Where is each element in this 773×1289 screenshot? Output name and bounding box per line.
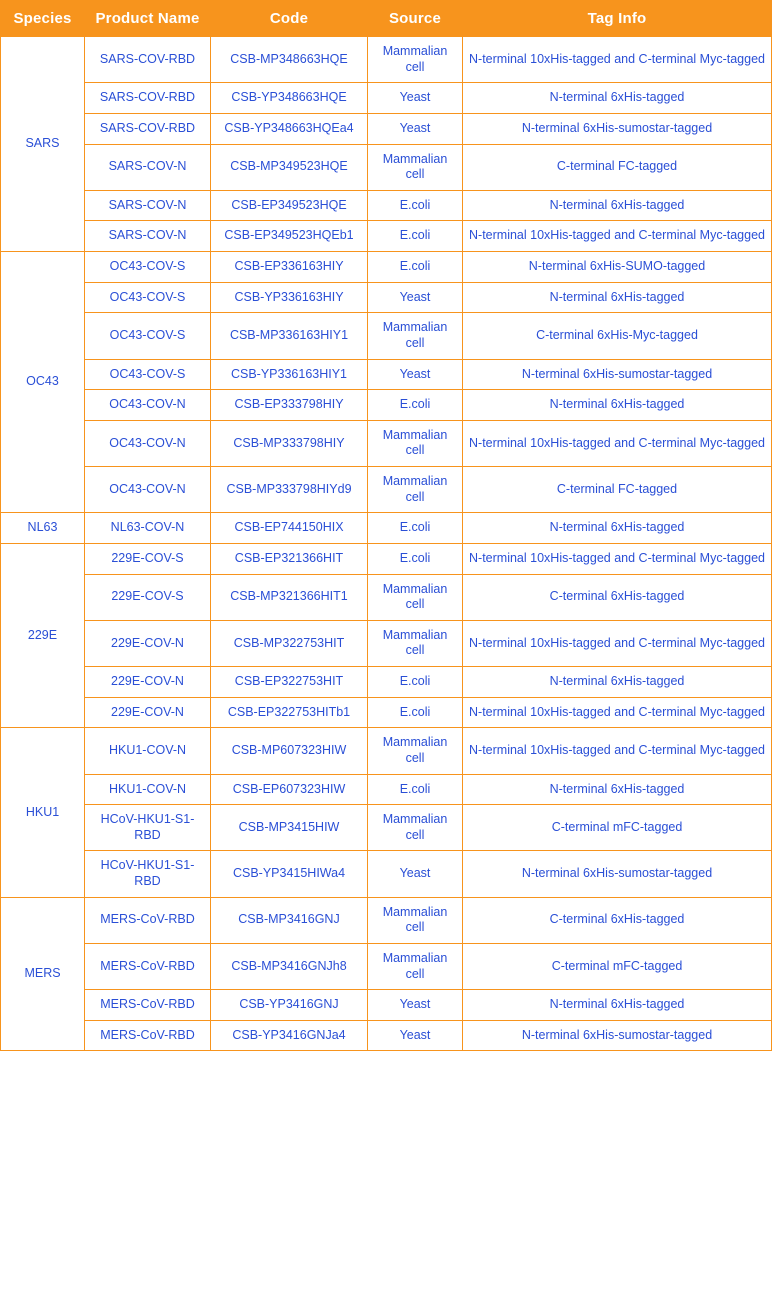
table-row: [1, 144, 772, 190]
code-cell: CSB-EP336163HIY: [211, 252, 368, 283]
source-cell: E.coli: [368, 543, 463, 574]
table-row: [1, 774, 772, 805]
code-cell: CSB-EP321366HIT: [211, 543, 368, 574]
tag-info-cell: N-terminal 6xHis-tagged: [463, 513, 772, 544]
table-row: [1, 990, 772, 1021]
tag-info-cell: C-terminal 6xHis-tagged: [463, 897, 772, 943]
table-row: [1, 513, 772, 544]
species-cell: OC43: [1, 252, 85, 513]
tag-info-cell: N-terminal 6xHis-sumostar-tagged: [463, 113, 772, 144]
product-name-cell: SARS-COV-RBD: [85, 83, 211, 114]
tag-info-cell: N-terminal 10xHis-tagged and C-terminal Myc-tagged: [463, 543, 772, 574]
tag-info-cell: N-terminal 10xHis-tagged and C-terminal Myc-tagged: [463, 620, 772, 666]
code-cell: CSB-YP336163HIY1: [211, 359, 368, 390]
source-cell: Yeast: [368, 83, 463, 114]
code-cell: CSB-YP348663HQEa4: [211, 113, 368, 144]
source-cell: Yeast: [368, 1020, 463, 1051]
product-name-cell: SARS-COV-RBD: [85, 113, 211, 144]
code-cell: CSB-MP321366HIT1: [211, 574, 368, 620]
tag-info-cell: C-terminal 6xHis-Myc-tagged: [463, 313, 772, 359]
tag-info-cell: C-terminal FC-tagged: [463, 467, 772, 513]
table-row: [1, 252, 772, 283]
product-name-cell: OC43-COV-N: [85, 420, 211, 466]
source-cell: Mammalian cell: [368, 574, 463, 620]
code-cell: CSB-EP349523HQE: [211, 190, 368, 221]
table-row: [1, 37, 772, 83]
product-name-cell: SARS-COV-RBD: [85, 37, 211, 83]
tag-info-cell: C-terminal FC-tagged: [463, 144, 772, 190]
tag-info-cell: C-terminal 6xHis-tagged: [463, 574, 772, 620]
product-name-cell: MERS-CoV-RBD: [85, 943, 211, 989]
source-cell: Yeast: [368, 990, 463, 1021]
code-cell: CSB-MP333798HIYd9: [211, 467, 368, 513]
table-row: [1, 83, 772, 114]
product-name-cell: OC43-COV-N: [85, 390, 211, 421]
code-cell: CSB-MP349523HQE: [211, 144, 368, 190]
tag-info-cell: N-terminal 6xHis-tagged: [463, 990, 772, 1021]
tag-info-cell: N-terminal 6xHis-sumostar-tagged: [463, 359, 772, 390]
table-row: [1, 943, 772, 989]
source-cell: Mammalian cell: [368, 144, 463, 190]
table-header-row: [1, 1, 772, 37]
code-cell: CSB-EP322753HITb1: [211, 697, 368, 728]
table-row: [1, 851, 772, 897]
tag-info-cell: N-terminal 6xHis-tagged: [463, 774, 772, 805]
product-name-cell: SARS-COV-N: [85, 221, 211, 252]
source-cell: E.coli: [368, 513, 463, 544]
source-cell: Yeast: [368, 282, 463, 313]
table-row: [1, 221, 772, 252]
product-name-cell: OC43-COV-S: [85, 252, 211, 283]
table-row: [1, 897, 772, 943]
column-header-tag-info: Tag Info: [463, 1, 772, 37]
species-cell: 229E: [1, 543, 85, 727]
source-cell: Mammalian cell: [368, 420, 463, 466]
source-cell: Mammalian cell: [368, 897, 463, 943]
tag-info-cell: C-terminal mFC-tagged: [463, 805, 772, 851]
table-row: [1, 359, 772, 390]
product-name-cell: OC43-COV-S: [85, 282, 211, 313]
code-cell: CSB-MP3416GNJ: [211, 897, 368, 943]
code-cell: CSB-MP607323HIW: [211, 728, 368, 774]
source-cell: Mammalian cell: [368, 313, 463, 359]
product-name-cell: OC43-COV-S: [85, 313, 211, 359]
source-cell: Yeast: [368, 359, 463, 390]
table-row: [1, 1020, 772, 1051]
code-cell: CSB-EP349523HQEb1: [211, 221, 368, 252]
source-cell: Yeast: [368, 113, 463, 144]
code-cell: CSB-MP322753HIT: [211, 620, 368, 666]
source-cell: Mammalian cell: [368, 943, 463, 989]
code-cell: CSB-MP3415HIW: [211, 805, 368, 851]
column-header-product-name: Product Name: [85, 1, 211, 37]
tag-info-cell: N-terminal 6xHis-SUMO-tagged: [463, 252, 772, 283]
product-name-cell: MERS-CoV-RBD: [85, 1020, 211, 1051]
source-cell: E.coli: [368, 190, 463, 221]
table-row: [1, 574, 772, 620]
product-name-cell: 229E-COV-N: [85, 620, 211, 666]
table-row: [1, 697, 772, 728]
species-cell: HKU1: [1, 728, 85, 897]
table-row: [1, 190, 772, 221]
code-cell: CSB-YP336163HIY: [211, 282, 368, 313]
column-header-source: Source: [368, 1, 463, 37]
source-cell: Mammalian cell: [368, 620, 463, 666]
table-row: [1, 390, 772, 421]
source-cell: Mammalian cell: [368, 728, 463, 774]
species-cell: SARS: [1, 37, 85, 252]
source-cell: Mammalian cell: [368, 467, 463, 513]
table-body: [1, 37, 772, 1051]
source-cell: E.coli: [368, 697, 463, 728]
table-row: [1, 113, 772, 144]
tag-info-cell: N-terminal 6xHis-tagged: [463, 190, 772, 221]
product-name-cell: MERS-CoV-RBD: [85, 897, 211, 943]
tag-info-cell: N-terminal 10xHis-tagged and C-terminal Myc-tagged: [463, 221, 772, 252]
tag-info-cell: N-terminal 6xHis-sumostar-tagged: [463, 1020, 772, 1051]
tag-info-cell: N-terminal 10xHis-tagged and C-terminal Myc-tagged: [463, 728, 772, 774]
tag-info-cell: N-terminal 6xHis-tagged: [463, 667, 772, 698]
table-row: [1, 420, 772, 466]
product-name-cell: HCoV-HKU1-S1-RBD: [85, 805, 211, 851]
table-row: [1, 467, 772, 513]
source-cell: Yeast: [368, 851, 463, 897]
product-name-cell: 229E-COV-S: [85, 543, 211, 574]
table-row: [1, 313, 772, 359]
source-cell: E.coli: [368, 667, 463, 698]
code-cell: CSB-EP607323HIW: [211, 774, 368, 805]
table-row: [1, 543, 772, 574]
column-header-species: Species: [1, 1, 85, 37]
code-cell: CSB-YP3415HIWa4: [211, 851, 368, 897]
table-row: [1, 282, 772, 313]
code-cell: CSB-MP348663HQE: [211, 37, 368, 83]
code-cell: CSB-MP333798HIY: [211, 420, 368, 466]
source-cell: E.coli: [368, 390, 463, 421]
species-cell: MERS: [1, 897, 85, 1051]
code-cell: CSB-EP333798HIY: [211, 390, 368, 421]
product-name-cell: HCoV-HKU1-S1-RBD: [85, 851, 211, 897]
table-header: [1, 1, 772, 37]
code-cell: CSB-YP348663HQE: [211, 83, 368, 114]
source-cell: E.coli: [368, 252, 463, 283]
species-cell: NL63: [1, 513, 85, 544]
column-header-code: Code: [211, 1, 368, 37]
tag-info-cell: N-terminal 6xHis-sumostar-tagged: [463, 851, 772, 897]
tag-info-cell: N-terminal 6xHis-tagged: [463, 390, 772, 421]
tag-info-cell: N-terminal 10xHis-tagged and C-terminal Myc-tagged: [463, 697, 772, 728]
product-name-cell: OC43-COV-N: [85, 467, 211, 513]
tag-info-cell: N-terminal 6xHis-tagged: [463, 83, 772, 114]
source-cell: Mammalian cell: [368, 37, 463, 83]
code-cell: CSB-MP3416GNJh8: [211, 943, 368, 989]
table-row: [1, 620, 772, 666]
product-name-cell: 229E-COV-N: [85, 667, 211, 698]
code-cell: CSB-EP322753HIT: [211, 667, 368, 698]
product-name-cell: HKU1-COV-N: [85, 774, 211, 805]
product-name-cell: SARS-COV-N: [85, 144, 211, 190]
code-cell: CSB-MP336163HIY1: [211, 313, 368, 359]
tag-info-cell: N-terminal 10xHis-tagged and C-terminal Myc-tagged: [463, 420, 772, 466]
product-name-cell: SARS-COV-N: [85, 190, 211, 221]
product-name-cell: MERS-CoV-RBD: [85, 990, 211, 1021]
source-cell: E.coli: [368, 221, 463, 252]
product-name-cell: HKU1-COV-N: [85, 728, 211, 774]
product-name-cell: NL63-COV-N: [85, 513, 211, 544]
table-row: [1, 667, 772, 698]
code-cell: CSB-EP744150HIX: [211, 513, 368, 544]
product-name-cell: 229E-COV-N: [85, 697, 211, 728]
source-cell: Mammalian cell: [368, 805, 463, 851]
source-cell: E.coli: [368, 774, 463, 805]
code-cell: CSB-YP3416GNJa4: [211, 1020, 368, 1051]
code-cell: CSB-YP3416GNJ: [211, 990, 368, 1021]
product-name-cell: 229E-COV-S: [85, 574, 211, 620]
product-name-cell: OC43-COV-S: [85, 359, 211, 390]
tag-info-cell: C-terminal mFC-tagged: [463, 943, 772, 989]
table-row: [1, 728, 772, 774]
tag-info-cell: N-terminal 6xHis-tagged: [463, 282, 772, 313]
table-row: [1, 805, 772, 851]
tag-info-cell: N-terminal 10xHis-tagged and C-terminal Myc-tagged: [463, 37, 772, 83]
